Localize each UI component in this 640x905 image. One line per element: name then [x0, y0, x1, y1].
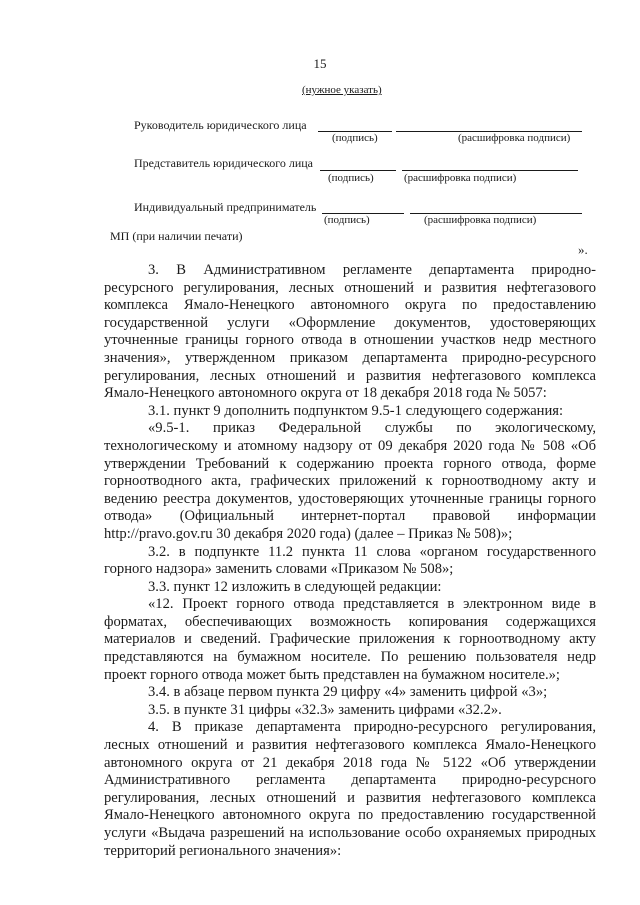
representative-label: Представитель юридического лица	[134, 156, 314, 170]
representative-signature-line	[320, 170, 396, 171]
representative-name-caption: (расшифровка подписи)	[404, 172, 517, 184]
paragraph: 3. В Административном регламенте департамента природно-ресурсного регулирования, лесных отношений и развития нефтегазового комплекса Ямало-Ненецкого автономного округа по предоставлению государственной услуги «Оформление документов, удостоверяющих уточненные границы горного отвода в отношении участков недр местного значения», утвержденном приказом департамента природно-ресурсного регулирования, лесных отношений и развития нефтегазового комплекса Ямало-Ненецкого автономного округа от 18 декабря 2018 года № 5057:	[104, 262, 596, 402]
paragraph: 3.2. в подпункте 11.2 пункта 11 слова «органом государственного горного надзора» заменить словами «Приказом № 508»;	[104, 543, 596, 578]
representative-name-line	[402, 170, 578, 171]
paragraph: 3.5. в пункте 31 цифры «32.3» заменить цифрами «32.2».	[148, 701, 502, 718]
entrepreneur-signature-caption: (подпись)	[324, 214, 370, 226]
document-body	[104, 262, 596, 860]
entrepreneur-name-caption: (расшифровка подписи)	[424, 214, 537, 226]
paragraph: 3.1. пункт 9 дополнить подпунктом 9.5-1 следующего содержания:	[148, 402, 564, 419]
closing-quote: ».	[578, 242, 588, 257]
representative-signature-caption: (подпись)	[328, 172, 374, 184]
entrepreneur-label: Индивидуальный предприниматель	[134, 200, 317, 214]
paragraph: 3.4. в абзаце первом пункта 29 цифру «4» заменить цифрой «3»;	[148, 684, 548, 701]
paragraph: «9.5-1. приказ Федеральной службы по экологическому, технологическому и атомному надзору от 09 декабря 2020 года № 508 «Об утверждении Требований к содержанию проекта горного отвода, форме горноотводного акта, графических приложений к горноотводному акту и ведению реестра документов, удостоверяющих уточненные границы горного отвода» (Официальный интернет-портал правовой информации http://pravo.gov.ru 30 декабря 2020 года) (далее – Приказ № 508)»;	[104, 420, 596, 542]
head-signature-caption: (подпись)	[332, 132, 378, 144]
stamp-note: МП (при наличии печати)	[110, 229, 243, 243]
paragraph: «12. Проект горного отвода представляется в электронном виде в форматах, обеспечивающих возможность копирования содержащихся материалов и сведений. Графические приложения к горноотводному акту представляются на бумажном носителе. По решению пользователя недр проект горного отвода может быть представлен на бумажном носителе.»;	[104, 596, 596, 683]
head-name-caption: (расшифровка подписи)	[458, 132, 571, 144]
note-specify: (нужное указать)	[302, 84, 382, 96]
page-number: 15	[313, 56, 327, 71]
head-of-legal-entity-label: Руководитель юридического лица	[134, 118, 307, 132]
paragraph: 4. В приказе департамента природно-ресурсного регулирования, лесных отношений и развития нефтегазового комплекса Ямало-Ненецкого автономного округа от 21 декабря 2018 года № 5122 «Об утверждении Административного регламента департамента природно-ресурсного регулирования, лесных отношений и развития нефтегазового комплекса Ямало-Ненецкого автономного округа по предоставлению государственной услуги «Выдача разрешений на использование особо охраняемых природных территорий регионального значения»:	[104, 719, 596, 859]
paragraph: 3.3. пункт 12 изложить в следующей редакции:	[148, 578, 442, 595]
